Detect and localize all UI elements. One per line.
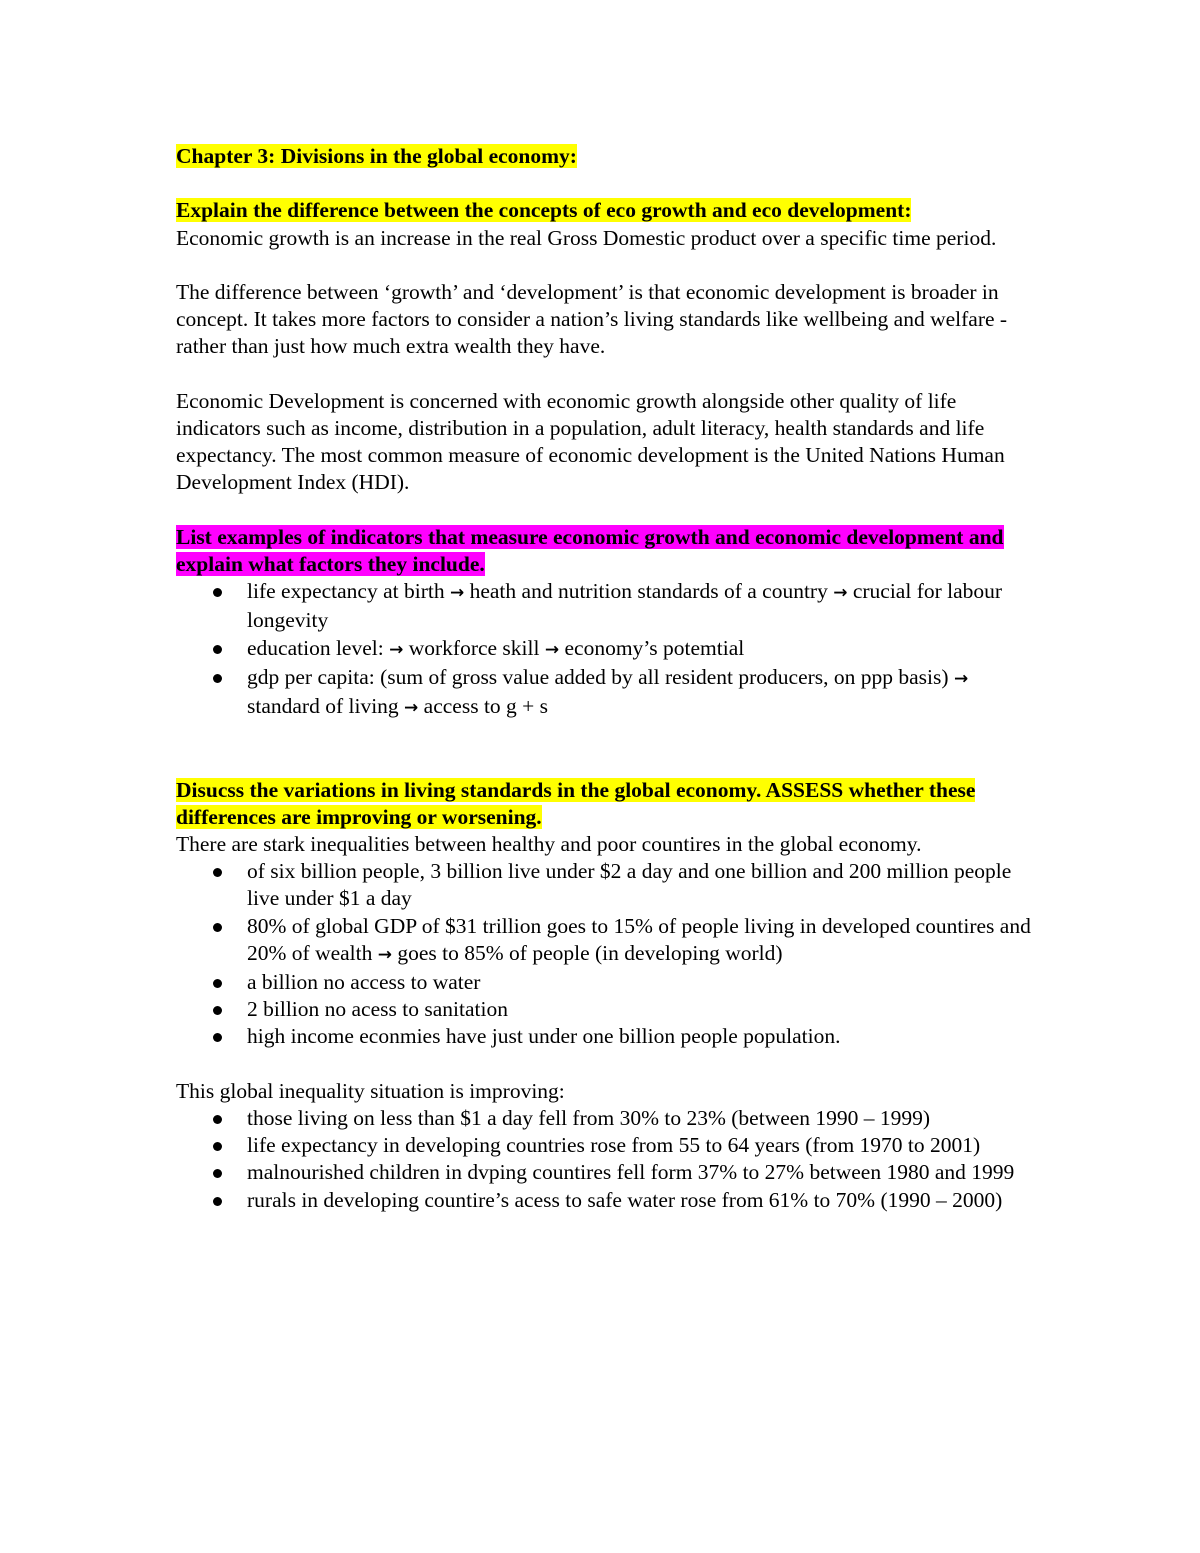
list-item-text: of six billion people, 3 billion live under $2 a day and one billion and 200 million people live under $1 a day <box>247 859 1012 911</box>
spacer <box>176 361 1036 388</box>
section3-heading <box>176 777 1036 831</box>
list-item-text: heath and nutrition standards of a country <box>464 579 834 604</box>
list-item <box>176 858 1036 912</box>
list-item-text: workforce skill <box>403 635 545 660</box>
section1-heading-text: Explain the difference between the concepts of eco growth and eco development: <box>176 198 912 223</box>
list-item-text: 80% of global GDP of $31 trillion goes to 15% of people living in developed countires and 20% of wealth <box>247 913 1031 965</box>
list-item <box>176 913 1036 969</box>
spacer <box>176 252 1036 279</box>
list-item-text: gdp per capita: (sum of gross value added by all resident producers, on ppp basis) <box>247 664 954 689</box>
list-item-text: goes to 85% of people (in developing world) <box>392 940 783 965</box>
section2-heading <box>176 524 1036 578</box>
section3-intro: There are stark inequalities between healthy and poor countires in the global economy. <box>176 832 922 856</box>
arrow-icon: → <box>953 668 969 689</box>
inequality-list <box>176 858 1036 1050</box>
list-item <box>176 969 1036 996</box>
arrow-icon: → <box>544 639 560 660</box>
indicator-list <box>176 578 1036 722</box>
list-item <box>176 996 1036 1023</box>
list-item <box>176 578 1036 634</box>
spacer <box>176 497 1036 524</box>
chapter-title-text: Chapter 3: Divisions in the global economy: <box>176 144 577 168</box>
list-item-text: standard of living <box>247 694 405 718</box>
list-item <box>176 635 1036 664</box>
list-item: those living on less than $1 a day fell from 30% to 23% (between 1990 – 1999) <box>176 1105 1036 1132</box>
arrow-icon: → <box>377 944 393 965</box>
list-item-text: 2 billion no acess to sanitation <box>247 997 508 1022</box>
section1-paragraph-2: The difference between ‘growth’ and ‘development’ is that economic development is broader in concept. It takes more factors to consider a nation’s living standards like wellbeing and welfare - rather than just how much extra wealth they have. <box>176 279 1008 359</box>
document-page <box>176 143 1036 1214</box>
list-item-text: life expectancy at birth <box>247 579 450 604</box>
section2-heading-text: List examples of indicators that measure economic growth and economic development and explain what factors they include. <box>176 524 1004 576</box>
improving-list <box>176 1105 1036 1214</box>
arrow-icon: → <box>833 583 848 604</box>
list-item <box>176 1023 1036 1050</box>
arrow-icon: → <box>449 583 465 604</box>
spacer <box>176 722 1036 776</box>
list-item-text: access to g + s <box>418 694 549 718</box>
chapter-title <box>176 143 1036 170</box>
list-item: malnourished children in dvping countires fell form 37% to 27% between 1980 and 1999 <box>176 1159 1036 1186</box>
list-item-text: high income econmies have just under one billion people population. <box>247 1024 841 1049</box>
list-item-text: a billion no access to water <box>247 970 481 995</box>
list-item <box>176 664 1036 722</box>
list-item: rurals in developing countire’s acess to safe water rose from 61% to 70% (1990 – 2000) <box>176 1187 1036 1214</box>
list-item-text: education level: <box>247 635 390 660</box>
spacer <box>176 170 1036 197</box>
spacer <box>176 1051 1036 1078</box>
section3-heading-text: Disucss the variations in living standards in the global economy. ASSESS whether these differences are improving or worsening. <box>176 777 976 829</box>
section1-paragraph-3: Economic Development is concerned with economic growth alongside other quality of life indicators such as income, distribution in a population, adult literacy, health standards and life expectancy. The most common measure of economic development is the United Nations Human Development Index (HDI). <box>176 388 1005 495</box>
list-item: life expectancy in developing countries rose from 55 to 64 years (from 1970 to 2001) <box>176 1132 1036 1159</box>
arrow-icon: → <box>389 639 404 660</box>
list-item-text: economy’s potemtial <box>559 635 745 660</box>
arrow-icon: → <box>404 698 419 718</box>
section1-heading <box>176 197 1036 224</box>
list-item-text: crucial for labour longevity <box>247 579 1003 633</box>
improving-intro: This global inequality situation is improving: <box>176 1078 565 1103</box>
section1-paragraph-1: Economic growth is an increase in the real Gross Domestic product over a specific time period. <box>176 225 997 250</box>
